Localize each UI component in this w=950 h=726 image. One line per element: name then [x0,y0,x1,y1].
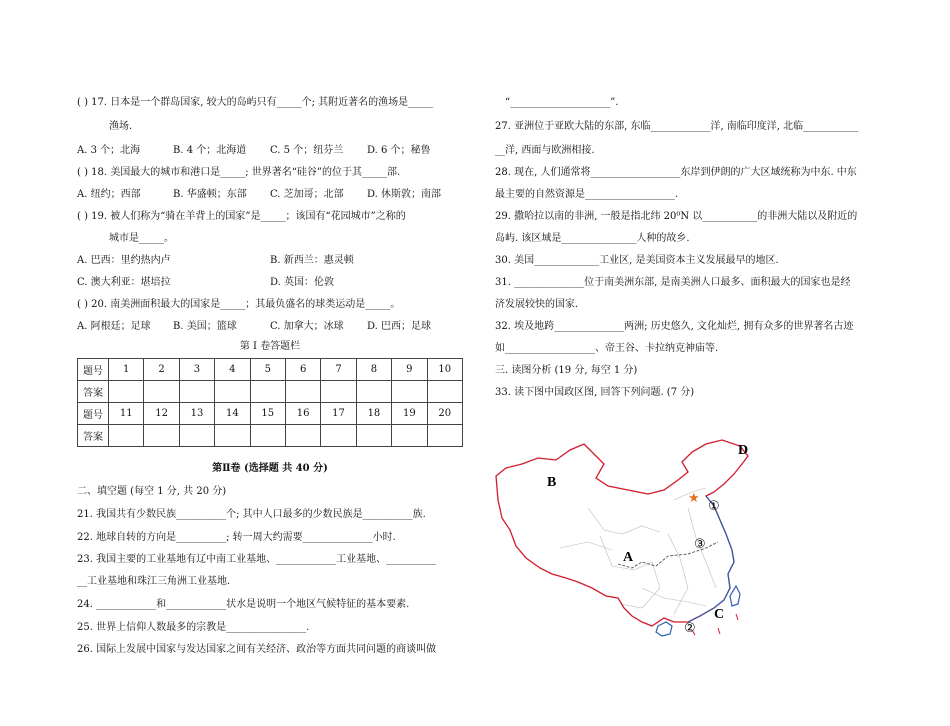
question-29-cont: 岛屿. 该区域是_______________人种的故乡. [495,233,690,244]
question-23-cont: __工业基地和珠江三角洲工业基地. [77,576,231,587]
question-32: 32. 埃及地跨______________两洲; 历史悠久, 文化灿烂, 拥有众多的世界著名古迹 [495,321,854,332]
question-30: 30. 美国_____________工业区, 是美国资本主义发展最早的地区. [495,255,779,266]
table-cell: 16 [285,403,320,425]
question-28-cont: 最主要的自然资源是__________________. [495,189,679,200]
option: B. 华盛顿；东部 [173,189,247,200]
q18-options [77,188,463,202]
question-29: 29. 撒哈拉以南的非洲, 一般是指北纬 20⁰N 以___________的非洲大陆以及附近的 [495,211,858,222]
answer-cell[interactable] [215,381,250,403]
question-26-cont: “____________________”. [505,97,619,108]
answer-cell[interactable] [321,425,356,447]
answer-cell[interactable] [179,425,214,447]
answer-cell[interactable] [392,381,427,403]
table-cell: 答案 [78,381,109,403]
answer-table [77,358,463,447]
coastline [688,496,734,622]
question-31-cont: 济发展较快的国家. [495,299,579,310]
table-cell: 题号 [78,403,109,425]
option: D. 英国：伦敦 [270,277,335,288]
table-cell: 6 [285,359,320,381]
table-row [78,359,463,381]
question-27-cont: __洋, 西面与欧洲相接. [495,145,595,156]
table-cell: 7 [321,359,356,381]
answer-cell[interactable] [392,425,427,447]
answer-cell[interactable] [179,381,214,403]
option: B. 美国；篮球 [173,321,237,332]
section2-heading: 二、填空题 (每空 1 分, 共 20 分) [77,486,227,497]
answer-cell[interactable] [427,381,462,403]
national-border [496,440,748,626]
table-cell: 3 [179,359,214,381]
table-cell: 10 [427,359,462,381]
question-17-cont: 渔场. [109,121,133,132]
table-cell: 18 [356,403,391,425]
question-25: 25. 世界上信仰人数最多的宗教是________________. [77,622,310,633]
table-cell: 1 [109,359,144,381]
answer-cell[interactable] [109,381,144,403]
option: C. 芝加哥；北部 [270,189,344,200]
table-cell: 2 [144,359,179,381]
table-cell: 17 [321,403,356,425]
answer-table-title: 第 I 卷答题栏 [239,341,301,352]
table-cell: 5 [250,359,285,381]
answer-cell[interactable] [356,425,391,447]
q19-options-row1 [77,254,463,268]
answer-cell[interactable] [215,425,250,447]
question-21: 21. 我国共有少数民族__________个; 其中人口最多的少数民族是__________族. [77,509,426,520]
answer-cell[interactable] [427,425,462,447]
answer-cell[interactable] [356,381,391,403]
map-label-c: C [714,607,725,622]
table-cell: 14 [215,403,250,425]
table-cell: 13 [179,403,214,425]
answer-cell[interactable] [321,381,356,403]
map-label-3: ③ [694,537,706,552]
map-label-a: A [623,550,634,565]
map-label-1: ① [708,499,720,514]
q19-options-row2 [77,276,463,290]
question-28: 28. 现在, 人们通常将__________________东岸到伊朗的广大区域统称为中东. 中东 [495,167,857,178]
option: C. 加拿大；冰球 [270,321,344,332]
option: D. 6 个；秘鲁 [367,145,431,156]
map-label-2: ② [684,621,696,636]
answer-cell[interactable] [144,381,179,403]
part2-title: 第Ⅱ卷 (选择题 共 40 分) [212,463,328,474]
answer-cell[interactable] [285,425,320,447]
question-17: ( ) 17. 日本是一个群岛国家, 较大的岛屿只有_____个; 其附近著名的渔场是_____ [77,97,434,108]
question-27: 27. 亚洲位于亚欧大陆的东部, 东临____________洋, 南临印度洋, 北临___________ [495,121,859,132]
table-cell: 11 [109,403,144,425]
question-23: 23. 我国主要的工业基地有辽中南工业基地、____________工业基地、__________ [77,554,437,565]
capital-star-icon: ★ [688,491,700,506]
hainan-island [656,622,672,636]
table-cell: 4 [215,359,250,381]
section3-heading: 三. 读图分析 (19 分, 每空 1 分) [495,365,638,376]
taiwan-island [730,586,740,606]
china-map [492,438,752,648]
option: A. 阿根廷；足球 [77,321,151,332]
table-cell: 15 [250,403,285,425]
question-19: ( ) 19. 被人们称为“骑在羊背上的国家”是_____；该国有“花园城市”之称的 [77,211,406,222]
question-18: ( ) 18. 美国最大的城市和港口是_____; 世界著名“硅谷”的位于其_____部. [77,167,401,178]
answer-cell[interactable] [285,381,320,403]
question-20: ( ) 20. 南美洲面积最大的国家是_____；其最负盛名的球类运动是_____。 [77,299,401,310]
table-row [78,425,463,447]
table-cell: 9 [392,359,427,381]
table-cell: 题号 [78,359,109,381]
table-row [78,381,463,403]
answer-cell[interactable] [250,425,285,447]
option: A. 巴西：里约热内卢 [77,255,171,266]
map-label-d: D [738,443,749,458]
question-24: 24. ____________和____________状水是说明一个地区气候特征的基本要素. [77,599,410,610]
option: A. 纽约；西部 [77,189,141,200]
table-cell: 答案 [78,425,109,447]
question-33: 33. 读下图中国政区图, 回答下列问题. (7 分) [495,387,695,398]
answer-cell[interactable] [144,425,179,447]
option: C. 5 个；纽芬兰 [270,145,344,156]
table-row [78,403,463,425]
q20-options [77,320,463,334]
option: D. 休斯敦；南部 [367,189,442,200]
question-22: 22. 地球自转的方向是__________; 转一周大约需要______________小时. [77,532,396,543]
table-cell: 19 [392,403,427,425]
question-32-cont: 如__________________、帝王谷、卡拉纳克神庙等. [495,343,719,354]
q17-options [77,144,463,158]
option: B. 4 个；北海道 [173,145,247,156]
province-borders [560,488,716,614]
question-19-cont: 城市是_____。 [109,233,174,244]
answer-cell[interactable] [250,381,285,403]
option: D. 巴西；足球 [367,321,432,332]
map-label-b: B [547,475,557,490]
table-cell: 20 [427,403,462,425]
option: B. 新西兰：惠灵顿 [270,255,354,266]
table-cell: 12 [144,403,179,425]
answer-cell[interactable] [109,425,144,447]
table-cell: 8 [356,359,391,381]
question-26: 26. 国际上发展中国家与发达国家之间有关经济、政治等方面共同问题的商谈叫做 [77,644,437,655]
option: A. 3 个；北海 [77,145,141,156]
question-31: 31. ______________位于南美洲东部, 是南美洲人口最多、面积最大的国家也是经 [495,277,851,288]
option: C. 澳大利亚：堪培拉 [77,277,171,288]
